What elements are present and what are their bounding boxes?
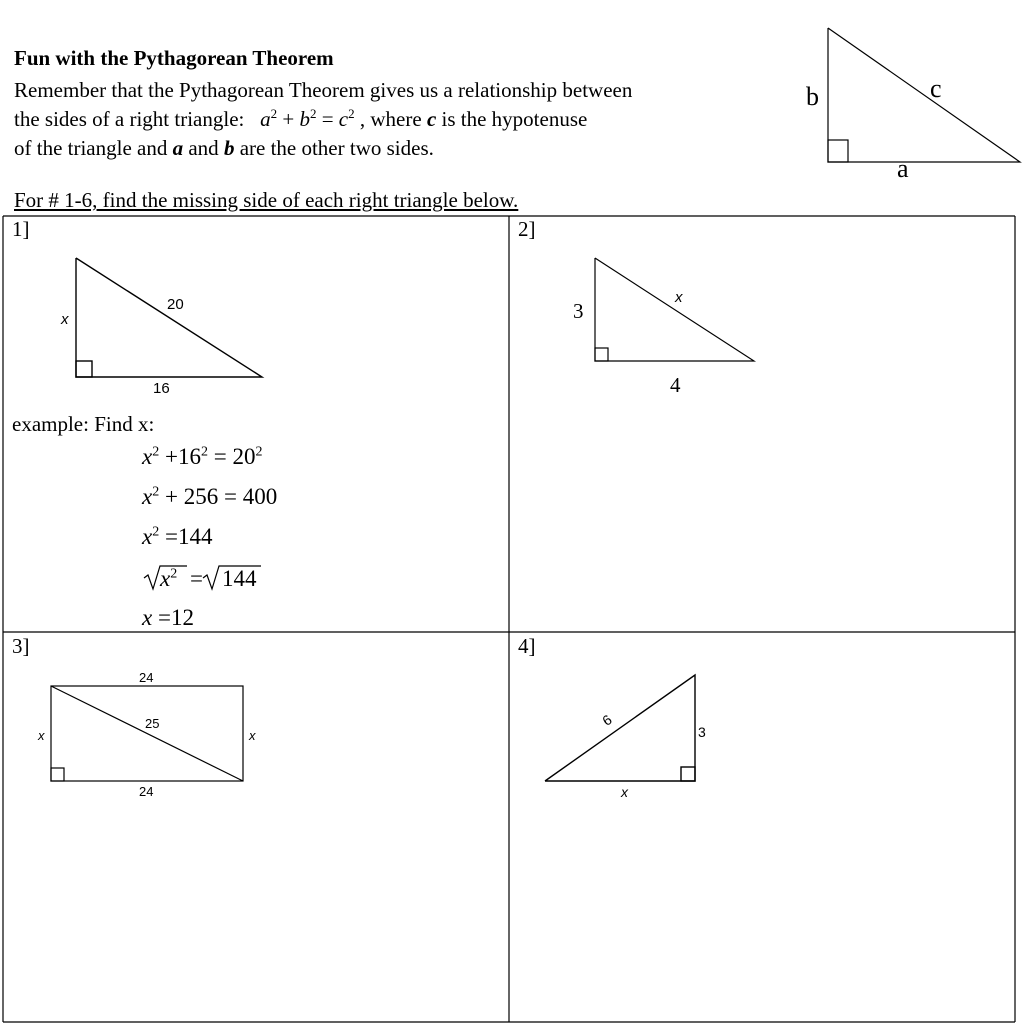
- ref-label-b: b: [806, 82, 819, 111]
- step-4-lhs: $x^2$: [160, 566, 178, 591]
- p4-label-hypotenuse: 6: [599, 711, 615, 729]
- p1-label-x: x: [61, 311, 69, 328]
- p4-label-x: x: [621, 784, 628, 800]
- example-label: example: Find x:: [12, 412, 155, 436]
- p1-label-hypotenuse: 20: [167, 296, 184, 313]
- p3-label-bottom: 24: [139, 784, 154, 799]
- problem-4-triangle: [545, 675, 695, 781]
- p1-label-base: 16: [153, 380, 170, 397]
- step-4-rhs: 144: [222, 566, 257, 591]
- intro-line-2: the sides of a right triangle: $a^2 + b^2 = c^2$ , where c is the hypotenuse: [14, 106, 588, 131]
- p2-label-4: 4: [670, 373, 681, 397]
- problem-2-triangle: [595, 258, 754, 361]
- p2-label-x: x: [675, 289, 683, 306]
- page-title: Fun with the Pythagorean Theorem: [14, 46, 334, 70]
- p3-label-diagonal: 25: [145, 716, 160, 731]
- pythagorean-formula: $a^2 + b^2 = c^2$: [260, 106, 355, 131]
- intro-line-2-prefix: the sides of a right triangle:: [14, 107, 245, 131]
- step-1: $x^2 +16^2 = 20^2$: [142, 444, 263, 469]
- reference-triangle: [828, 28, 1020, 162]
- intro-line-3: of the triangle and a and b are the other two sides.: [14, 136, 434, 160]
- problem-3-rectangle: [51, 686, 243, 781]
- intro-line-1: Remember that the Pythagorean Theorem gives us a relationship between: [14, 78, 633, 102]
- problem-4-number: 4]: [518, 634, 536, 658]
- problem-2-number: 2]: [518, 217, 536, 241]
- step-5: x =12: [142, 605, 194, 630]
- p3-label-top: 24: [139, 670, 154, 685]
- instructions: For # 1-6, find the missing side of each right triangle below.: [14, 188, 519, 212]
- p4-label-3: 3: [698, 724, 706, 740]
- step-3: $x^2 =144$: [142, 524, 213, 549]
- step-4-eq: =: [190, 566, 203, 591]
- p3-label-right-x: x: [249, 728, 256, 743]
- problem-1-number: 1]: [12, 217, 30, 241]
- ref-label-c: c: [930, 74, 942, 103]
- step-2: $x^2 + 256 = 400$: [142, 484, 278, 509]
- p3-label-left-x: x: [38, 728, 45, 743]
- p2-label-3: 3: [573, 299, 584, 323]
- problem-3-number: 3]: [12, 634, 30, 658]
- problem-1-triangle: [76, 258, 262, 377]
- ref-label-a: a: [897, 154, 909, 183]
